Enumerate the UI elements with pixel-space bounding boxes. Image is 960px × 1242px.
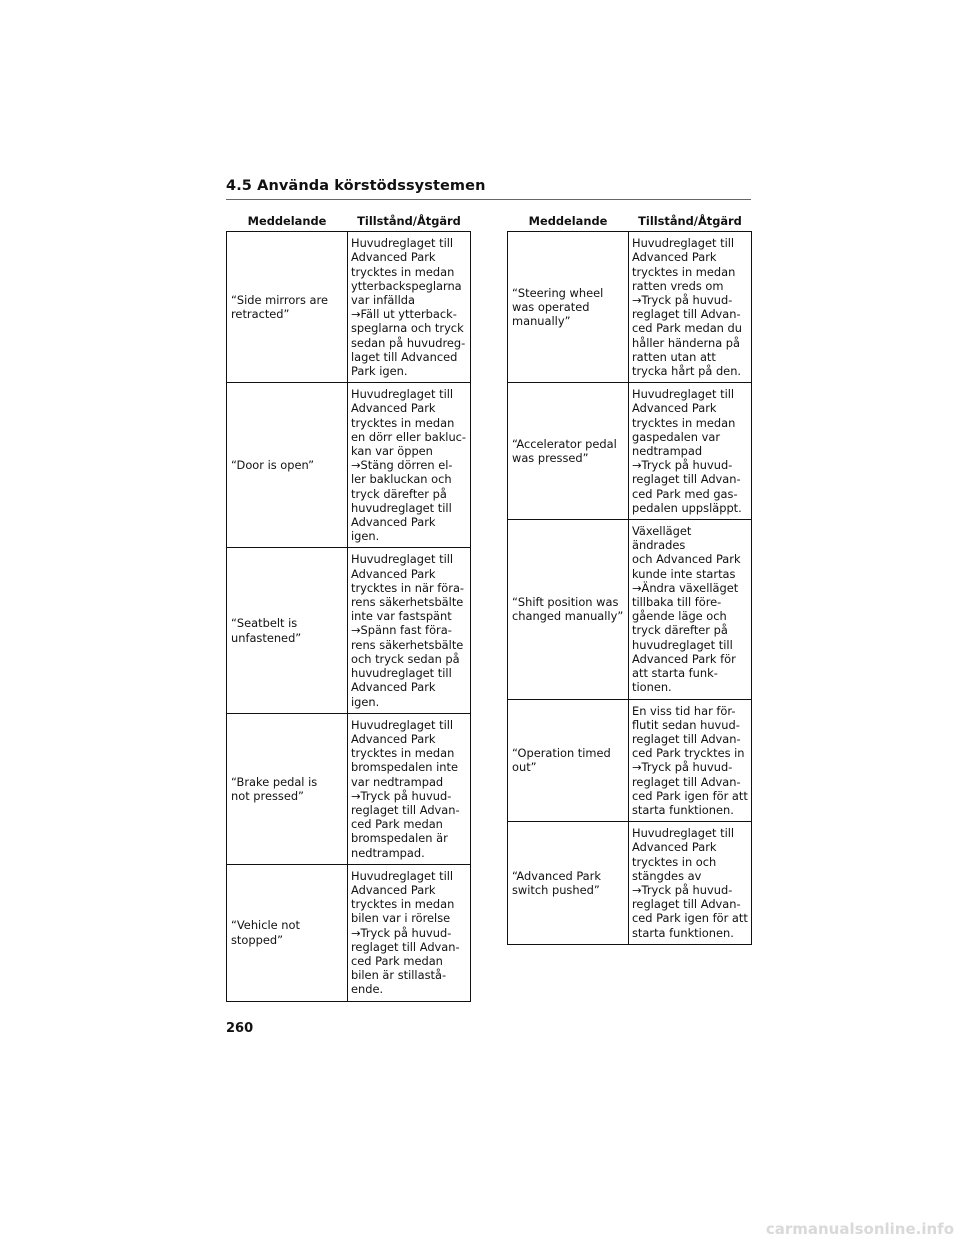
table-row — [227, 864, 471, 1001]
condition-cell: Huvudreglaget till Advanced Park trycktes in medan bilen var i rörelse →Tryck på huvud- reglaget till Advan- ced Park medan bilen är stillastå- ende. — [348, 864, 471, 1001]
table-row — [508, 822, 752, 945]
table-row — [508, 232, 752, 383]
table-header-row — [508, 213, 752, 232]
column-header-message: Meddelande — [508, 213, 629, 232]
condition-cell: En viss tid har för- flutit sedan huvud- reglaget till Advan- ced Park trycktes in →Tryck på huvud- reglaget till Advan- ced Park igen för att starta funktionen. — [629, 699, 752, 822]
condition-cell: Huvudreglaget till Advanced Park trycktes in medan ratten vreds om →Tryck på huvud- reglaget till Advan- ced Park medan du håller händerna på ratten utan att trycka hårt på den. — [629, 232, 752, 383]
messages-table-left — [226, 213, 471, 1002]
column-header-message: Meddelande — [227, 213, 348, 232]
message-cell: “Door is open” — [227, 383, 348, 548]
condition-cell: Huvudreglaget till Advanced Park trycktes in när föra- rens säkerhetsbälte inte var fastspänt →Spänn fast föra- rens säkerhetsbälte och tryck sedan på huvudreglaget till Advanced Park igen. — [348, 548, 471, 713]
table-row — [227, 548, 471, 713]
condition-cell: Huvudreglaget till Advanced Park trycktes in medan bromspedalen inte var nedtrampad →Tryck på huvud- reglaget till Advan- ced Park medan bromspedalen är nedtrampad. — [348, 713, 471, 864]
message-cell: “Shift position was changed manually” — [508, 520, 629, 699]
condition-cell: Växelläget ändrades och Advanced Park kunde inte startas →Ändra växelläget tillbaka till före- gående läge och tryck därefter på huvudreglaget till Advanced Park för att starta funk- tionen. — [629, 520, 752, 699]
message-cell: “Accelerator pedal was pressed” — [508, 383, 629, 520]
table-row — [227, 383, 471, 548]
section-divider — [226, 199, 751, 200]
table-row — [508, 699, 752, 822]
table-row — [227, 713, 471, 864]
message-cell: “Side mirrors are retracted” — [227, 232, 348, 383]
message-cell: “Seatbelt is unfastened” — [227, 548, 348, 713]
messages-table-right — [507, 213, 752, 945]
table-row — [508, 383, 752, 520]
condition-cell: Huvudreglaget till Advanced Park trycktes in och stängdes av →Tryck på huvud- reglaget till Advan- ced Park igen för att starta funktionen. — [629, 822, 752, 945]
condition-cell: Huvudreglaget till Advanced Park trycktes in medan gaspedalen var nedtrampad →Tryck på huvud- reglaget till Advan- ced Park med gas- pedalen uppsläppt. — [629, 383, 752, 520]
table-row — [508, 520, 752, 699]
condition-cell: Huvudreglaget till Advanced Park trycktes in medan en dörr eller bakluc- kan var öppen →Stäng dörren el- ler bakluckan och tryck därefter på huvudreglaget till Advanced Park igen. — [348, 383, 471, 548]
section-title: 4.5 Använda körstödssystemen — [226, 178, 486, 194]
column-header-condition: Tillstånd/Åtgärd — [629, 213, 752, 232]
table-row — [227, 232, 471, 383]
message-cell: “Operation timed out” — [508, 699, 629, 822]
watermark: carmanualsonline.info — [765, 1220, 954, 1238]
column-header-condition: Tillstånd/Åtgärd — [348, 213, 471, 232]
condition-cell: Huvudreglaget till Advanced Park trycktes in medan ytterbackspeglarna var infällda →Fäll ut ytterback- speglarna och tryck sedan på huvudreg- laget till Advanced Park igen. — [348, 232, 471, 383]
message-cell: “Advanced Park switch pushed” — [508, 822, 629, 945]
page-number: 260 — [226, 1021, 254, 1036]
message-cell: “Vehicle not stopped” — [227, 864, 348, 1001]
table-header-row — [227, 213, 471, 232]
message-cell: “Brake pedal is not pressed” — [227, 713, 348, 864]
message-cell: “Steering wheel was operated manually” — [508, 232, 629, 383]
